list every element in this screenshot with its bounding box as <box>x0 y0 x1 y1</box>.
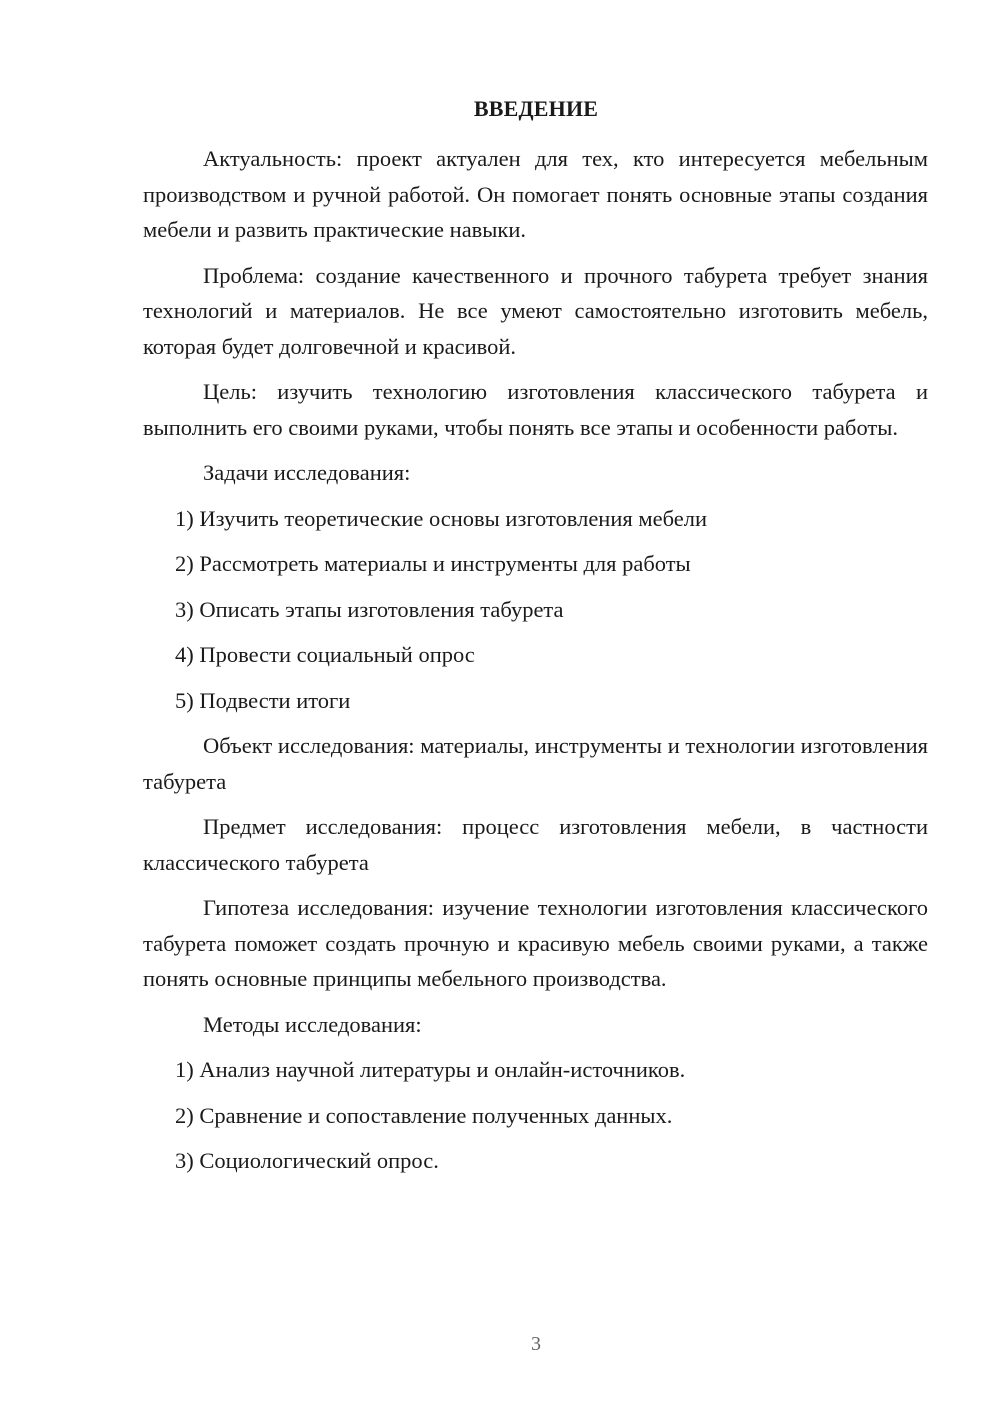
methods-title: Методы исследования: <box>203 1011 422 1037</box>
list-item: 1) Анализ научной литературы и онлайн-источников. <box>175 1057 686 1082</box>
methods-list <box>143 1052 928 1179</box>
hypothesis-paragraph: Гипотеза исследования: изучение технологии изготовления классического табурета поможет создать прочную и красивую мебель своими руками, а также понять основные принципы мебельного производства. <box>143 895 928 991</box>
problem-paragraph: Проблема: создание качественного и прочного табурета требует знания технологий и материалов. Не все умеют самостоятельно изготовить мебель, которая будет долговечной и красивой. <box>143 262 928 359</box>
document-body <box>143 141 928 1189</box>
section-heading: ВВЕДЕНИЕ <box>473 96 599 121</box>
list-item: 5) Подвести итоги <box>175 687 351 713</box>
list-item: 4) Провести социальный опрос <box>175 642 475 667</box>
tasks-title: Задачи исследования: <box>203 460 411 485</box>
subject-paragraph: Предмет исследования: процесс изготовления мебели, в частности классического табурета <box>143 814 928 875</box>
tasks-list <box>143 501 928 719</box>
list-item: 2) Рассмотреть материалы и инструменты для работы <box>175 551 691 576</box>
list-item: 1) Изучить теоретические основы изготовления мебели <box>175 505 707 531</box>
list-item: 3) Социологический опрос. <box>175 1148 439 1173</box>
relevance-paragraph: Актуальность: проект актуален для тех, кто интересуется мебельным производством и ручной работой. Он помогает понять основные этапы создания мебели и развить практические навыки. <box>143 146 928 242</box>
list-item: 3) Описать этапы изготовления табурета <box>175 596 564 622</box>
list-item: 2) Сравнение и сопоставление полученных данных. <box>175 1102 673 1128</box>
page-number: 3 <box>531 1333 541 1355</box>
object-paragraph: Объект исследования: материалы, инструменты и технологии изготовления табурета <box>143 733 928 794</box>
goal-paragraph: Цель: изучить технологию изготовления классического табурета и выполнить его своими руками, чтобы понять все этапы и особенности работы. <box>143 379 928 440</box>
